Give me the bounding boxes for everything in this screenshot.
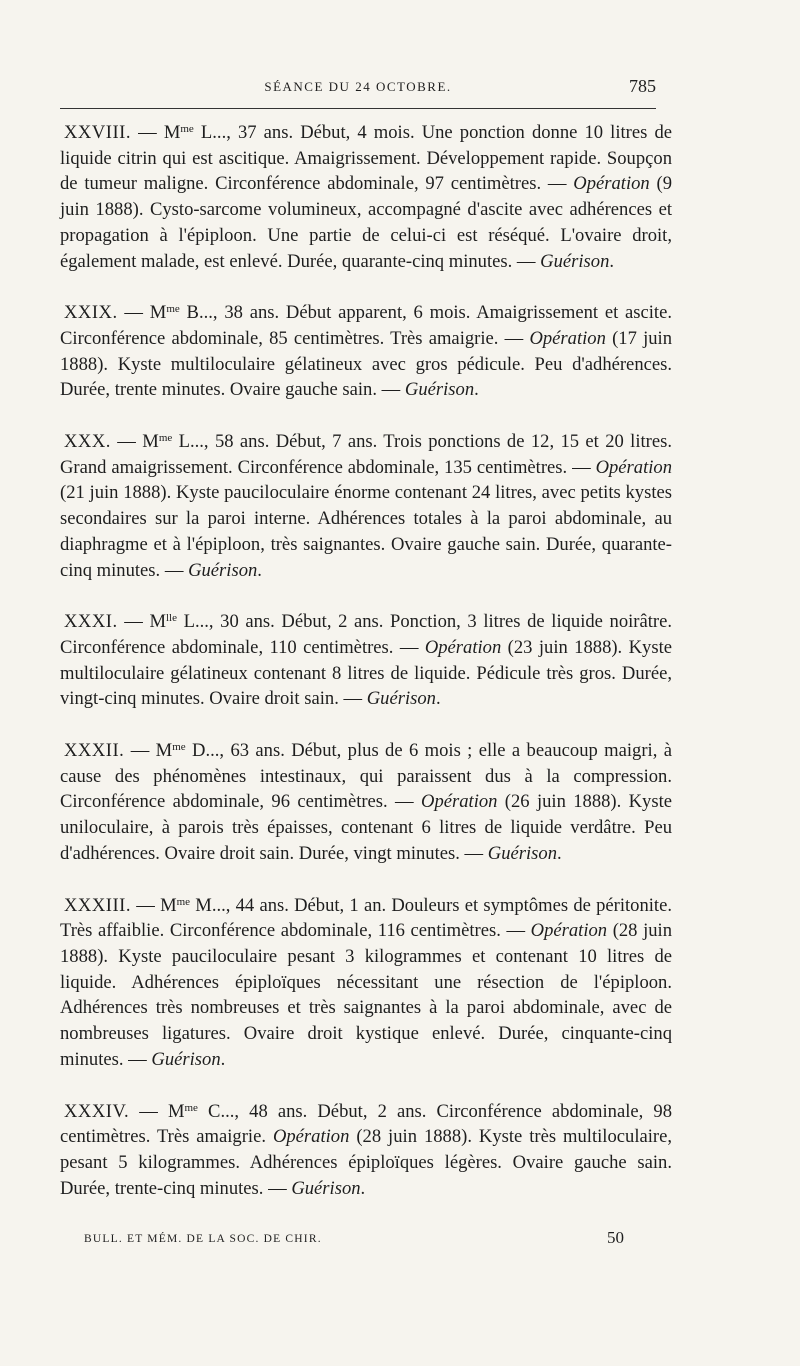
outcome-label: Guérison bbox=[151, 1048, 221, 1070]
outcome-label: Guérison bbox=[366, 688, 436, 710]
page-number: 785 bbox=[629, 76, 656, 96]
case-text: (17 juin 1888). Kyste multiloculaire gélatineux avec gros pédicule. Peu d'adhérences. Durée, trente minutes. Ovaire gauche sain. — bbox=[60, 327, 673, 401]
case-end: . bbox=[435, 688, 441, 710]
operation-label: Opération bbox=[421, 791, 498, 813]
title-suffix: me bbox=[176, 895, 191, 908]
title-suffix: lle bbox=[165, 612, 177, 625]
case-entry-xxxiv: XXXIV. — $M^{me}$ C..., 48 ans. Début, 2 ans. Circonférence abdominale, 98 centimètres. Très amaigrie. Opération (28 juin 1888). Kyste très multiloculaire, pesant 5 kilogrammes. Adhérences épiploïques légères. Ovaire gauche sain. Durée, trente-cinq minutes. — Guérison. bbox=[60, 1100, 672, 1199]
case-number: XXXIV. bbox=[64, 1100, 130, 1122]
case-entry-xxxii: XXXII. — $M^{me}$ D..., 63 ans. Début, plus de 6 mois ; elle a beaucoup maigri, à cause des phénomènes intestinaux, qui paraissent dus à la compression. Circonférence abdominale, 96 centimètres. — Opération (26 juin 1888). Kyste uniloculaire, à parois très épaisses, contenant 6 litres de liquide verdâtre. Peu d'adhérences. Ovaire droit sain. Durée, vingt minutes. — Guérison. bbox=[60, 740, 672, 864]
outcome-label: Guérison bbox=[291, 1177, 361, 1199]
patient-title: $M^{me}$ bbox=[160, 894, 191, 916]
outcome-label: Guérison bbox=[487, 842, 558, 864]
case-text: (23 juin 1888). Kyste multiloculaire gélatineux contenant 8 litres de liquide. Pédicule très gros. Durée, vingt-cinq minutes. Ovaire droit sain. — bbox=[60, 636, 672, 710]
case-entry-xxviii: XXVIII. — $M^{me}$ L..., 37 ans. Début, 4 mois. Une ponction donne 10 litres de liquide citrin qui est ascitique. Amaigrissement. Développement rapide. Soupçon de tumeur maligne. Circonférence abdominale, 97 centimètres. — Opération (9 juin 1888). Cysto-sarcome volumineux, accompagné d'ascite avec adhérences et propagation à l'épiploon. Une partie de celui-ci est réséqué. L'ovaire droit, également malade, est enlevé. Durée, quarante-cinq minutes. — Guérison. bbox=[60, 122, 673, 272]
outcome-label: Guérison bbox=[540, 250, 610, 272]
case-number: XXX. bbox=[64, 431, 111, 453]
case-number: XXVIII. bbox=[64, 122, 132, 143]
case-text: M..., 44 ans. Début, 1 an. Douleurs et symptômes de péritonite. Très affaiblie. Circonférence abdominale, 116 centimètres. — bbox=[60, 894, 672, 942]
case-end: . bbox=[609, 250, 615, 272]
case-number: XXXIII. bbox=[64, 894, 132, 916]
case-entry-xxxiii: XXXIII. — $M^{me}$ M..., 44 ans. Début, 1 an. Douleurs et symptômes de péritonite. Très affaiblie. Circonférence abdominale, 116 centimètres. — Opération (28 juin 1888). Kyste pauciloculaire pesant 3 kilogrammes et contenant 10 litres de liquide. Adhérences épiploïques nécessitant une résection de l'épiploon. Adhérences très nombreuses et très saignantes à la paroi abdominale, avec de nombreuses ligatures. Ovaire droit kystique enlevé. Durée, cinquante-cinq minutes. — Guérison. bbox=[60, 894, 673, 1070]
patient-title: $M^{lle}$ bbox=[149, 611, 177, 633]
sheet-signature: 50 bbox=[607, 1228, 624, 1247]
case-entry-xxxi: XXXI. — $M^{lle}$ L..., 30 ans. Début, 2 ans. Ponction, 3 litres de liquide noirâtre. Circonférence abdominale, 110 centimètres. — Opération (23 juin 1888). Kyste multiloculaire gélatineux contenant 8 litres de liquide. Pédicule très gros. Durée, vingt-cinq minutes. Ovaire droit sain. — Guérison. bbox=[60, 611, 672, 710]
case-end: . bbox=[474, 379, 479, 401]
patient-title: $M^{me}$ bbox=[149, 302, 180, 324]
case-number: XXIX. bbox=[64, 302, 118, 324]
case-text: L..., 58 ans. Début, 7 ans. Trois ponctions de 12, 15 et 20 litres. Grand amaigrissement. Circonférence abdominale, 135 centimètres. — bbox=[60, 431, 672, 478]
operation-label: Opération bbox=[530, 920, 608, 942]
case-text: D..., 63 ans. Début, plus de 6 mois ; elle a beaucoup maigri, à cause des phénomènes intestinaux, qui paraissent dus à la compression. Circonférence abdominale, 96 centimètres. — bbox=[60, 740, 672, 813]
case-number: XXXI. bbox=[64, 611, 118, 633]
title-suffix: me bbox=[184, 1101, 198, 1114]
running-title: SÉANCE DU 24 OCTOBRE. bbox=[264, 79, 452, 94]
title-suffix: me bbox=[172, 741, 186, 754]
case-list bbox=[60, 120, 672, 1227]
operation-label: Opération bbox=[272, 1126, 350, 1148]
patient-title: $M^{me}$ bbox=[155, 740, 186, 762]
running-head bbox=[60, 76, 656, 100]
case-end: . bbox=[557, 842, 562, 864]
outcome-label: Guérison bbox=[404, 379, 475, 401]
case-text: B..., 38 ans. Début apparent, 6 mois. Amaigrissement et ascite. Circonférence abdominale, 85 centimètres. Très amaigrie. — bbox=[60, 302, 673, 349]
case-text: L..., 37 ans. Début, 4 mois. Une ponction donne 10 litres de liquide citrin qui est ascitique. Amaigrissement. Développement rapide. Soupçon de tumeur maligne. Circonférence abdominale, 97 centimètres. — bbox=[60, 122, 673, 195]
patient-title: $M^{me}$ bbox=[163, 122, 194, 143]
outcome-label: Guérison bbox=[188, 559, 258, 581]
title-suffix: me bbox=[166, 303, 180, 316]
case-number: XXXII. bbox=[64, 740, 125, 762]
operation-label: Opération bbox=[573, 173, 650, 195]
case-end: . bbox=[257, 559, 262, 581]
case-end: . bbox=[360, 1177, 366, 1199]
patient-title: $M^{me}$ bbox=[142, 431, 173, 453]
case-text: (9 juin 1888). Cysto-sarcome volumineux, accompagné d'ascite avec adhérences et propagation à l'épiploon. Une partie de celui-ci est réséqué. L'ovaire droit, également malade, est enlevé. Durée, quarante-cinq minutes. — bbox=[60, 173, 672, 272]
case-entry-xxix: XXIX. — $M^{me}$ B..., 38 ans. Début apparent, 6 mois. Amaigrissement et ascite. Circonférence abdominale, 85 centimètres. Très amaigrie. — Opération (17 juin 1888). Kyste multiloculaire gélatineux avec gros pédicule. Peu d'adhérences. Durée, trente minutes. Ovaire gauche sain. — Guérison. bbox=[60, 302, 673, 401]
case-text: (28 juin 1888). Kyste pauciloculaire pesant 3 kilogrammes et contenant 10 litres de liquide. Adhérences épiploïques nécessitant une résection de l'épiploon. Adhérences très nombreuses et très saignantes à la paroi abdominale, avec de nombreuses ligatures. Ovaire droit kystique enlevé. Durée, cinquante-cinq minutes. — bbox=[60, 920, 673, 1070]
operation-label: Opération bbox=[529, 327, 606, 349]
case-text: (21 juin 1888). Kyste pauciloculaire énorme contenant 24 litres, avec petits kystes secondaires sur la paroi interne. Adhérences totales à la paroi abdominale, au diaphragme et à l'épiploon, très saignantes. Ovaire gauche sain. Durée, quarante-cinq minutes. — bbox=[60, 482, 672, 581]
case-text: (26 juin 1888). Kyste uniloculaire, à parois très épaisses, contenant 6 litres de liquide verdâtre. Peu d'adhérences. Ovaire droit sain. Durée, vingt minutes. — bbox=[60, 791, 672, 864]
header-rule bbox=[60, 108, 656, 109]
operation-label: Opération bbox=[595, 456, 672, 478]
title-suffix: me bbox=[180, 123, 194, 135]
title-suffix: me bbox=[158, 432, 173, 445]
case-entry-xxx: XXX. — $M^{me}$ L..., 58 ans. Début, 7 ans. Trois ponctions de 12, 15 et 20 litres. Grand amaigrissement. Circonférence abdominale, 135 centimètres. — Opération (21 juin 1888). Kyste pauciloculaire énorme contenant 24 litres, avec petits kystes secondaires sur la paroi interne. Adhérences totales à la paroi abdominale, au diaphragme et à l'épiploon, très saignantes. Ovaire gauche sain. Durée, quarante-cinq minutes. — Guérison. bbox=[60, 431, 672, 581]
patient-title: $M^{me}$ bbox=[167, 1100, 198, 1122]
case-text: L..., 30 ans. Début, 2 ans. Ponction, 3 litres de liquide noirâtre. Circonférence abdominale, 110 centimètres. — bbox=[60, 611, 672, 658]
case-text: C..., 48 ans. Début, 2 ans. Circonférence abdominale, 98 centimètres. Très amaigrie. bbox=[60, 1100, 672, 1148]
case-end: . bbox=[220, 1048, 226, 1070]
operation-label: Opération bbox=[424, 636, 502, 658]
page-footer bbox=[84, 1228, 624, 1254]
journal-signature: BULL. ET MÉM. DE LA SOC. DE CHIR. bbox=[84, 1233, 322, 1245]
case-text: (28 juin 1888). Kyste très multiloculaire, pesant 5 kilogrammes. Adhérences épiploïques légères. Ovaire gauche sain. Durée, trente-cinq minutes. — bbox=[60, 1126, 672, 1199]
